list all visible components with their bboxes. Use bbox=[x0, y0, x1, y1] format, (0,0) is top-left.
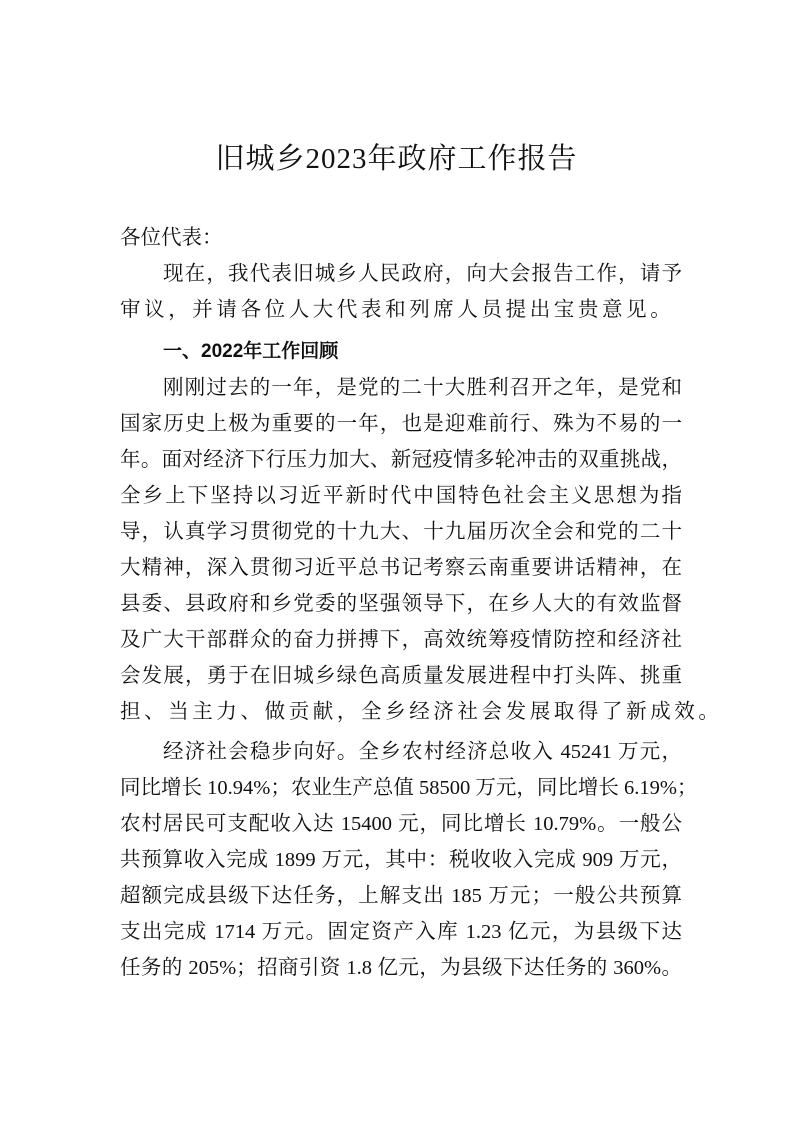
paragraph-line: 超额完成县级下达任务，上解支出 185 万元；一般公共预算 bbox=[120, 885, 682, 907]
paragraph-line: 会发展，勇于在旧城乡绿色高质量发展进程中打头阵、挑重 bbox=[120, 665, 682, 687]
paragraph-line: 县委、县政府和乡党委的坚强领导下，在乡人大的有效监督 bbox=[120, 593, 682, 615]
paragraph-line: 支出完成 1714 万元。固定资产入库 1.23 亿元，为县级下达 bbox=[120, 921, 682, 943]
document-title: 旧城乡2023年政府工作报告 bbox=[215, 143, 578, 175]
paragraph-line: 国家历史上极为重要的一年，也是迎难前行、殊为不易的一 bbox=[120, 413, 682, 435]
paragraph-line: 任务的 205%；招商引资 1.8 亿元，为县级下达任务的 360%。 bbox=[120, 957, 682, 979]
document-body bbox=[120, 220, 723, 986]
paragraph-line: 共预算收入完成 1899 万元，其中：税收收入完成 909 万元， bbox=[120, 849, 682, 871]
paragraph-line: 导，认真学习贯彻党的十九大、十九届历次全会和党的二十 bbox=[120, 521, 682, 543]
paragraph-line: 经济社会稳步向好。全乡农村经济总收入 45241 万元， bbox=[163, 741, 682, 763]
paragraph-line: 全乡上下坚持以习近平新时代中国特色社会主义思想为指 bbox=[120, 485, 682, 507]
paragraph-line: 及广大干部群众的奋力拼搏下，高效统筹疫情防控和经济社 bbox=[120, 629, 682, 651]
section-heading: 一、2022年工作回顾 bbox=[163, 341, 339, 362]
intro-line: 现在，我代表旧城乡人民政府，向大会报告工作，请予 bbox=[163, 263, 682, 285]
paragraph-line: 担、当主力、做贡献，全乡经济社会发展取得了新成效。 bbox=[120, 701, 723, 723]
paragraph-line: 同比增长 10.94%；农业生产总值 58500 万元，同比增长 6.19%； bbox=[120, 777, 698, 799]
paragraph-line: 农村居民可支配收入达 15400 元，同比增长 10.79%。一般公 bbox=[120, 813, 682, 835]
salutation: 各位代表： bbox=[120, 227, 223, 249]
paragraph-line: 大精神，深入贯彻习近平总书记考察云南重要讲话精神，在 bbox=[120, 557, 682, 579]
paragraph-line: 年。面对经济下行压力加大、新冠疫情多轮冲击的双重挑战， bbox=[120, 449, 682, 471]
paragraph-line: 刚刚过去的一年，是党的二十大胜利召开之年，是党和 bbox=[163, 377, 682, 399]
intro-line: 审议，并请各位人大代表和列席人员提出宝贵意见。 bbox=[120, 299, 675, 321]
